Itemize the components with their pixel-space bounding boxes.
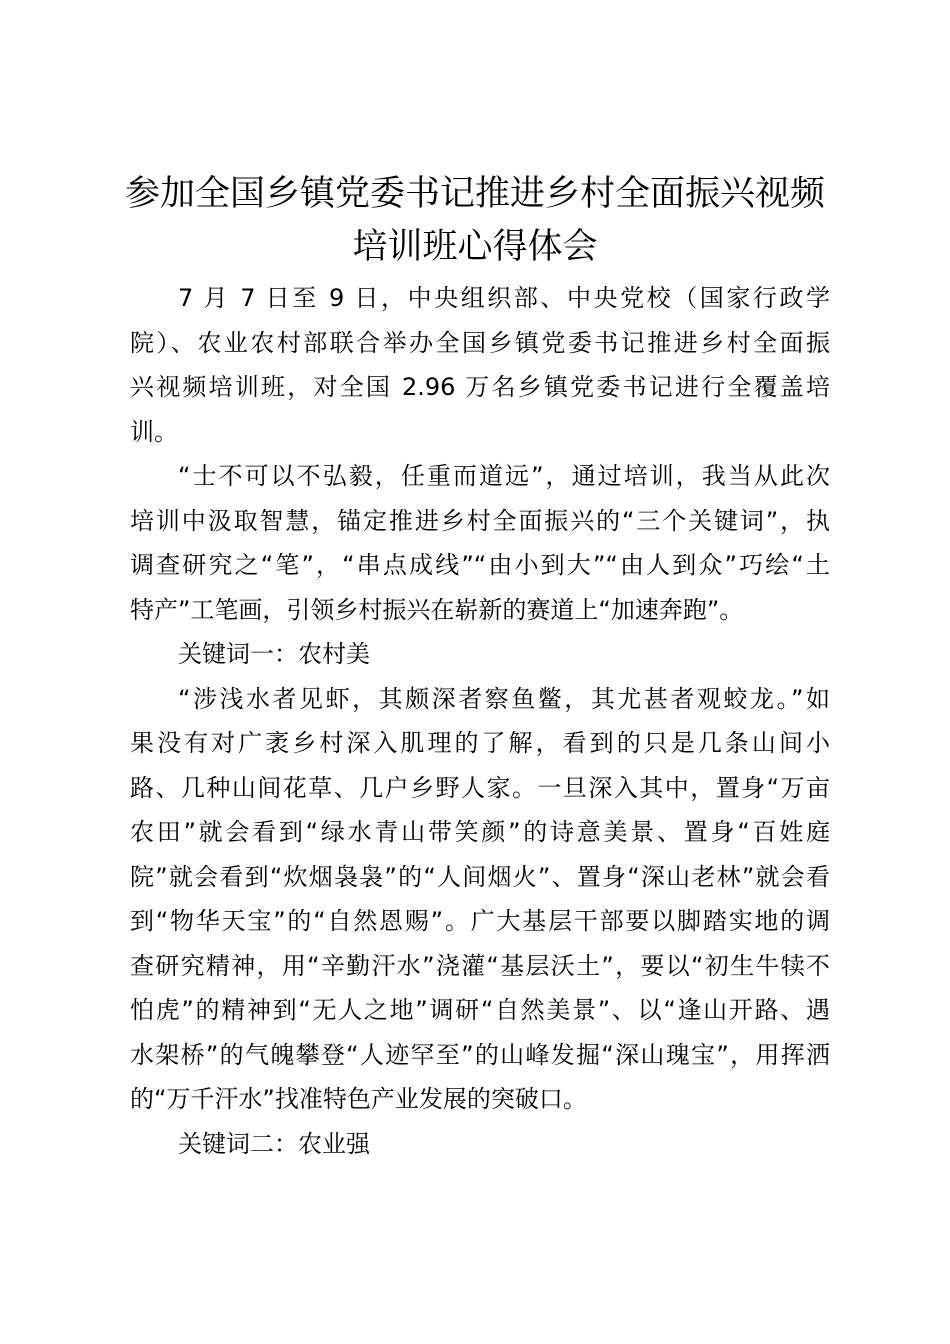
heading-line: 关键词二：农业强 (178, 1129, 370, 1158)
text-line: 到“物华天宝”的“自然恩赐”。广大基层干部要以脚踏实地的调 (130, 907, 830, 935)
text-line: 路、几种山间花草、几户乡野人家。一旦深入其中，置身“万亩 (130, 773, 830, 802)
paragraph-keyword-1 (130, 677, 830, 1122)
text-line: 农田”就会看到“绿水青山带笑颜”的诗意美景、置身“百姓庭 (130, 818, 830, 846)
text-line: 7 月 7 日至 9 日，中央组织部、中央党校（国家行政学 (178, 284, 830, 312)
text-line: 院”就会看到“炊烟袅袅”的“人间烟火”、置身“深山老林”就会看 (130, 862, 830, 891)
text-line: 的“万千汗水”找准特色产业发展的突破口。 (130, 1085, 587, 1113)
text-line: “士不可以不弘毅，任重而道远”，通过培训，我当从此次 (178, 462, 830, 490)
title-line: 培训班心得体会 (352, 227, 598, 267)
text-line: 调查研究之“笔”，“串点成线”“由小到大”“由人到众”巧绘“土 (130, 551, 830, 579)
text-line: “涉浅水者见虾，其颇深者察鱼鳖，其尤甚者观蛟龙。”如 (178, 684, 830, 713)
paragraph-intro (130, 276, 830, 454)
document-title (110, 168, 840, 274)
text-line: 院）、农业农村部联合举办全国乡镇党委书记推进乡村全面振 (130, 328, 830, 357)
section-heading-keyword-1 (130, 632, 830, 677)
text-line: 训。 (130, 417, 178, 446)
section-heading-keyword-2 (130, 1122, 830, 1167)
document-body (130, 276, 830, 1166)
paragraph-overview (130, 454, 830, 632)
text-line: 果没有对广袤乡村深入肌理的了解，看到的只是几条山间小 (130, 729, 830, 757)
text-line: 查研究精神，用“辛勤汗水”浇灌“基层沃土”，要以“初生牛犊不 (130, 951, 830, 980)
text-line: 兴视频培训班，对全国 2.96 万名乡镇党委书记进行全覆盖培 (130, 373, 830, 401)
text-line: 培训中汲取智慧，锚定推进乡村全面振兴的“三个关键词”，执 (130, 506, 830, 535)
text-line: 特产”工笔画，引领乡村振兴在崭新的赛道上“加速奔跑”。 (130, 595, 744, 624)
title-line: 参加全国乡镇党委书记推进乡村全面振兴视频 (124, 174, 825, 214)
text-line: 水架桥”的气魄攀登“人迹罕至”的山峰发掘“深山瑰宝”，用挥洒 (130, 1040, 830, 1069)
heading-line: 关键词一：农村美 (178, 640, 370, 668)
text-line: 怕虎”的精神到“无人之地”调研“自然美景”、以“逢山开路、遇 (130, 996, 830, 1024)
